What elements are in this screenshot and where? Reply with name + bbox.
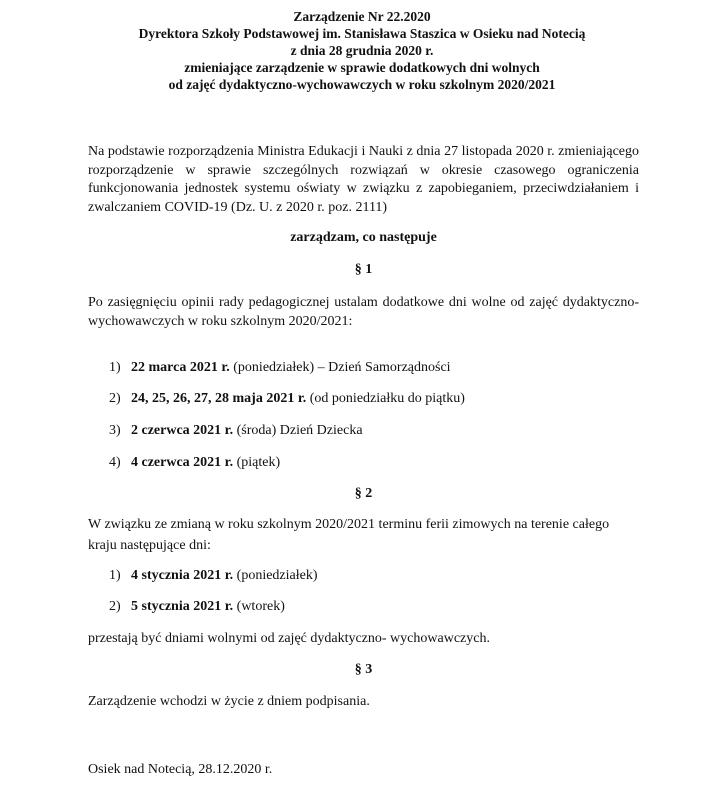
list-item-description: (środa) Dzień Dziecka	[233, 423, 363, 438]
place-and-date: Osiek nad Notecią, 28.12.2020 r.	[88, 762, 273, 777]
section-1-text: Po zasięgnięciu opinii rady pedagogicznej ustalam dodatkowe dni wolne od zajęć dydaktyczno-wychowawczych w roku szkolnym 2020/2021:	[88, 295, 639, 329]
list-item	[109, 599, 285, 615]
list-item	[109, 568, 318, 584]
section-3-title: § 3	[354, 662, 373, 677]
list-item-date: 4 stycznia 2021 r.	[131, 568, 234, 583]
list-item-description: (od poniedziałku do piątku)	[306, 391, 465, 406]
list-item-number: 1)	[109, 568, 121, 583]
list-item	[109, 423, 363, 439]
list-item	[109, 391, 465, 407]
list-item-number: 1)	[109, 360, 121, 375]
list-item-number: 2)	[109, 599, 121, 614]
issuer: Dyrektora Szkoły Podstawowej im. Stanisława Staszica w Osieku nad Notecią	[138, 26, 586, 41]
list-item-date: 24, 25, 26, 27, 28 maja 2021 r.	[131, 391, 307, 406]
list-item-description: (poniedziałek) – Dzień Samorządności	[229, 360, 451, 375]
decree-number: Zarządzenie Nr 22.2020	[293, 9, 431, 24]
section-2-text-line1: W związku ze zmianą w roku szkolnym 2020/2021 terminu ferii zimowych na terenie całego	[88, 517, 610, 532]
list-item-date: 2 czerwca 2021 r.	[131, 423, 234, 438]
list-item	[109, 455, 280, 471]
list-item-number: 3)	[109, 423, 121, 438]
list-item-number: 2)	[109, 391, 121, 406]
list-item-date: 5 stycznia 2021 r.	[131, 599, 234, 614]
decree-subject-line1: zmieniające zarządzenie w sprawie dodatkowych dni wolnych	[184, 60, 540, 75]
legal-basis-paragraph: Na podstawie rozporządzenia Ministra Edukacji i Nauki z dnia 27 listopada 2020 r. zmieniającego rozporządzenie w sprawie szczególnych rozwiązań w okresie czasowego ograniczenia funkcjonowania jednostek systemu oświaty w związku z zapobieganiem, przeciwdziałaniem i zwalczaniem COVID-19 (Dz. U. z 2020 r. poz. 2111)	[88, 144, 639, 215]
section-1-title: § 1	[354, 262, 373, 277]
decree-date: z dnia 28 grudnia 2020 r.	[290, 43, 434, 58]
list-item-description: (wtorek)	[233, 599, 285, 614]
section-2-text-line2: kraju następujące dni:	[88, 538, 211, 553]
list-item-number: 4)	[109, 455, 121, 470]
decree-subject-line2: od zajęć dydaktyczno-wychowawczych w roku szkolnym 2020/2021	[168, 77, 556, 92]
decree-statement: zarządzam, co następuje	[290, 230, 437, 245]
list-item-description: (piątek)	[233, 455, 281, 470]
section-2-title: § 2	[354, 486, 373, 501]
list-item-date: 22 marca 2021 r.	[131, 360, 230, 375]
list-item-date: 4 czerwca 2021 r.	[131, 455, 234, 470]
list-item	[109, 360, 451, 376]
document-header	[0, 8, 724, 93]
section-2-closing: przestają być dniami wolnymi od zajęć dydaktyczno- wychowawczych.	[88, 631, 490, 646]
section-3-text: Zarządzenie wchodzi w życie z dniem podpisania.	[88, 694, 370, 709]
list-item-description: (poniedziałek)	[233, 568, 318, 583]
